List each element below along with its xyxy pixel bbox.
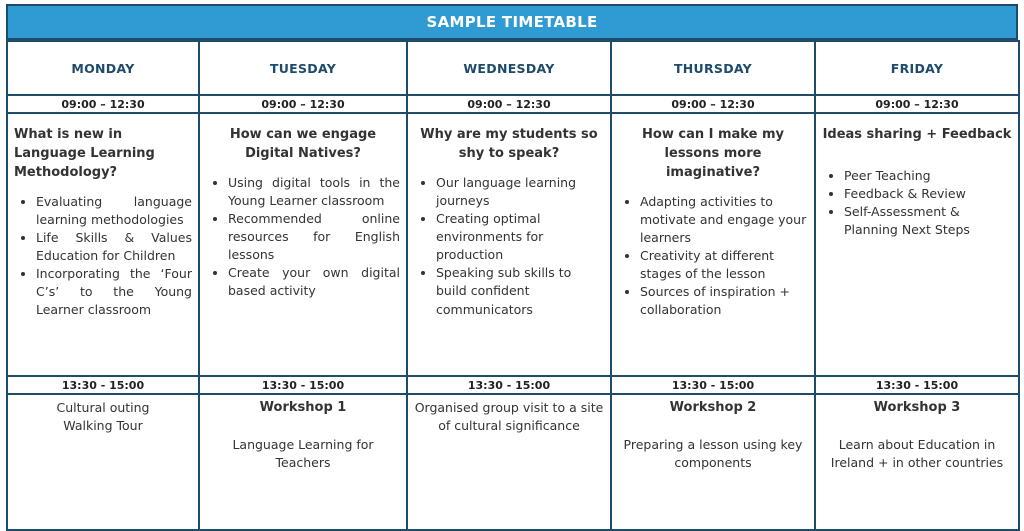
afternoon-session-tuesday xyxy=(199,394,407,530)
topic-item: • Recommended online resources for English lessons xyxy=(228,210,400,264)
day-header-monday: MONDAY xyxy=(7,41,199,95)
morning-time-friday: 09:00 – 12:30 xyxy=(815,95,1019,113)
session-title: Why are my students so shy to speak? xyxy=(420,127,598,161)
day-header-friday: FRIDAY xyxy=(815,41,1019,95)
topic-item: • Incorporating the ‘Four C’s’ to the Young Learner classroom xyxy=(36,265,192,319)
topic-item: • Creativity at different stages of the lesson xyxy=(640,247,808,283)
afternoon-session-monday xyxy=(7,394,199,530)
morning-session-friday xyxy=(815,113,1019,376)
afternoon-time-wednesday: 13:30 - 15:00 xyxy=(407,376,611,394)
session-topics xyxy=(14,193,192,320)
topic-item: • Evaluating language learning methodologies xyxy=(36,193,192,229)
afternoon-session-friday xyxy=(815,394,1019,530)
afternoon-session-row xyxy=(7,394,1019,530)
workshop-heading: Workshop 3 xyxy=(873,400,961,415)
session-title: What is new in Language Learning Methodology? xyxy=(14,127,155,180)
day-header-wednesday: WEDNESDAY xyxy=(407,41,611,95)
morning-session-thursday xyxy=(611,113,815,376)
day-header-tuesday: TUESDAY xyxy=(199,41,407,95)
topic-item: • Speaking sub skills to build confident communicators xyxy=(436,264,604,318)
workshop-heading: Workshop 1 xyxy=(259,400,347,415)
timetable-grid xyxy=(6,40,1020,531)
session-topics xyxy=(618,193,808,320)
topic-item: • Peer Teaching xyxy=(844,167,1012,185)
topic-item: • Create your own digital based activity xyxy=(228,264,400,300)
timetable-title: SAMPLE TIMETABLE xyxy=(6,4,1018,40)
afternoon-description: Learn about Education in Ireland + in other countries xyxy=(830,436,1004,470)
morning-session-row xyxy=(7,113,1019,376)
morning-session-wednesday xyxy=(407,113,611,376)
session-topics xyxy=(206,174,400,301)
afternoon-description: Cultural outing Walking Tour xyxy=(56,400,150,434)
afternoon-description: Organised group visit to a site of cultural significance xyxy=(414,400,604,434)
topic-item: • Sources of inspiration + collaboration xyxy=(640,283,808,319)
topic-item: • Using digital tools in the Young Learner classroom xyxy=(228,174,400,210)
afternoon-description: Language Learning for Teachers xyxy=(232,436,374,470)
topic-item: • Our language learning journeys xyxy=(436,174,604,210)
afternoon-session-wednesday xyxy=(407,394,611,530)
session-title: Ideas sharing + Feedback xyxy=(822,127,1012,142)
afternoon-time-monday: 13:30 - 15:00 xyxy=(7,376,199,394)
workshop-heading: Workshop 2 xyxy=(669,400,757,415)
afternoon-description: Preparing a lesson using key components xyxy=(623,436,803,470)
morning-time-thursday: 09:00 – 12:30 xyxy=(611,95,815,113)
topic-item: • Life Skills & Values Education for Children xyxy=(36,229,192,265)
day-header-row xyxy=(7,41,1019,95)
day-header-thursday: THURSDAY xyxy=(611,41,815,95)
topic-item: • Creating optimal environments for production xyxy=(436,210,604,264)
topic-item: • Feedback & Review xyxy=(844,185,1012,203)
session-topics xyxy=(414,174,604,319)
afternoon-time-friday: 13:30 - 15:00 xyxy=(815,376,1019,394)
session-title: How can we engage Digital Natives? xyxy=(229,127,377,161)
afternoon-time-tuesday: 13:30 - 15:00 xyxy=(199,376,407,394)
session-title: How can I make my lessons more imaginative? xyxy=(642,127,784,180)
morning-time-tuesday: 09:00 – 12:30 xyxy=(199,95,407,113)
session-topics xyxy=(822,167,1012,240)
afternoon-time-thursday: 13:30 - 15:00 xyxy=(611,376,815,394)
morning-time-monday: 09:00 – 12:30 xyxy=(7,95,199,113)
topic-item: • Self-Assessment & Planning Next Steps xyxy=(844,203,1012,239)
topic-item: • Adapting activities to motivate and engage your learners xyxy=(640,193,808,247)
morning-session-monday xyxy=(7,113,199,376)
morning-session-tuesday xyxy=(199,113,407,376)
morning-time-row xyxy=(7,95,1019,113)
afternoon-time-row xyxy=(7,376,1019,394)
afternoon-session-thursday xyxy=(611,394,815,530)
morning-time-wednesday: 09:00 – 12:30 xyxy=(407,95,611,113)
